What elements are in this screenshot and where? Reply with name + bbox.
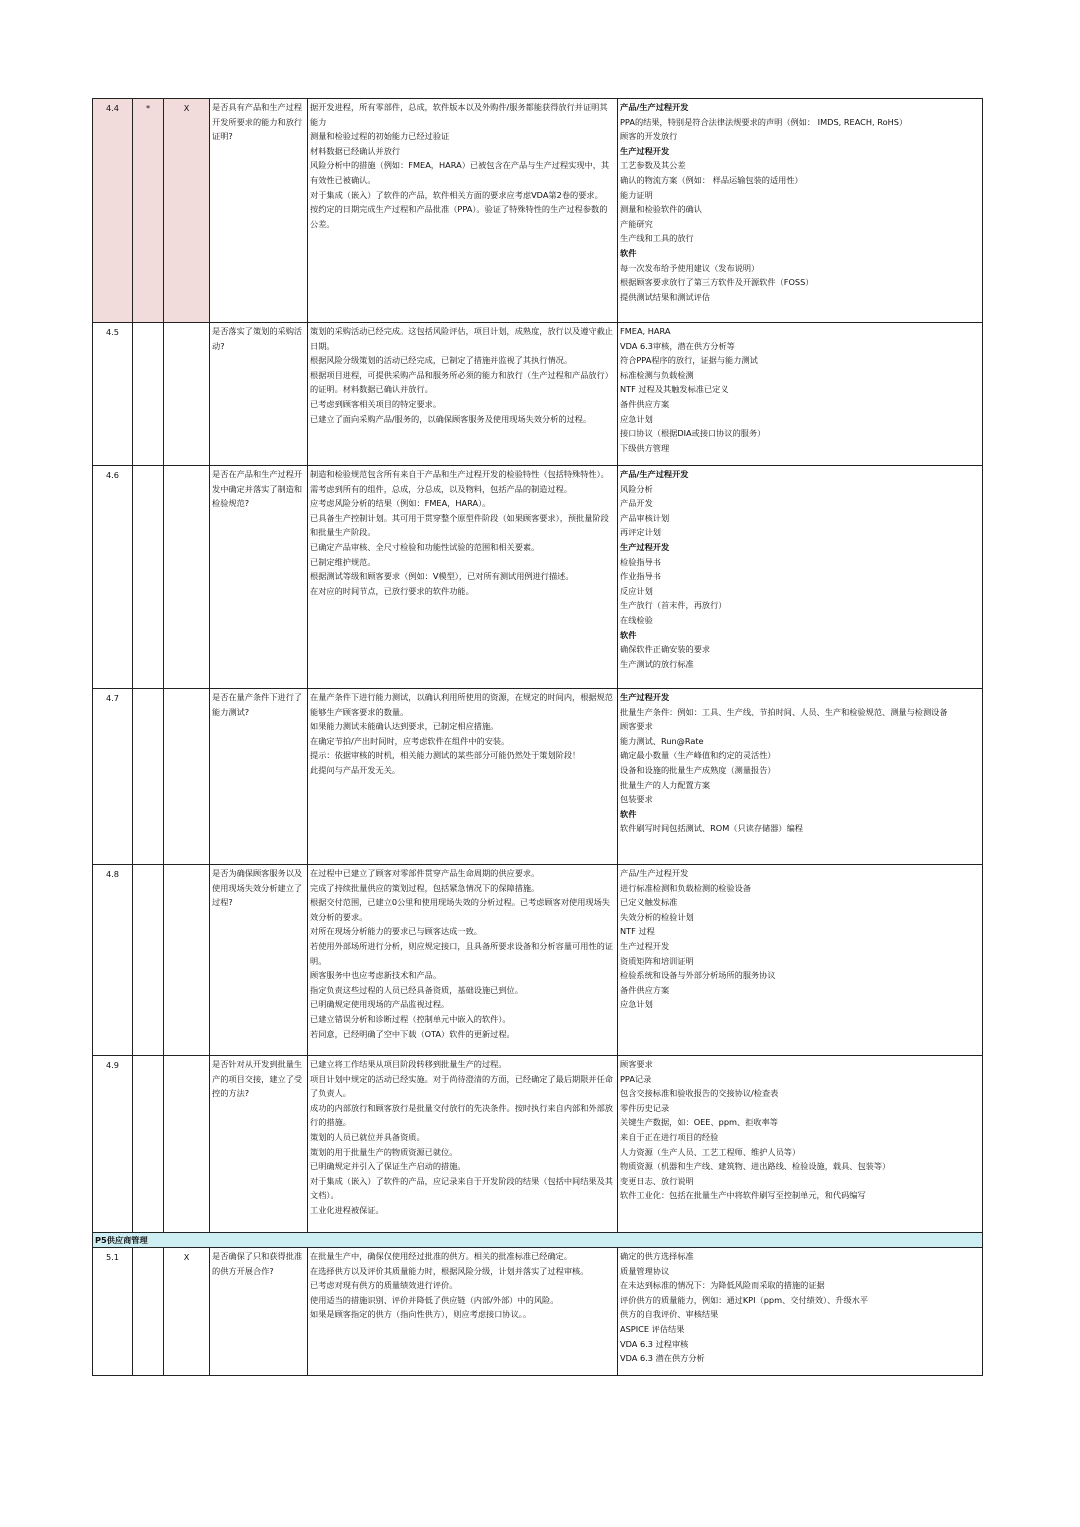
star-marker xyxy=(133,865,164,1056)
requirement-line: 在对应的时间节点，已放行要求的软件功能。 xyxy=(310,585,474,596)
requirement-line: 如果能力测试未能确认达到要求，已制定相应措施。 xyxy=(310,721,499,732)
question-number: 4.7 xyxy=(93,689,133,865)
question-text: 是否在产品和生产过程开发中确定并落实了制造和检验规范? xyxy=(210,466,308,689)
star-marker xyxy=(133,1056,164,1233)
x-marker: X xyxy=(164,1248,210,1376)
evidence-line: 包装要求 xyxy=(620,794,653,805)
evidence-cell xyxy=(618,466,983,689)
evidence-heading: 生产过程开发 xyxy=(620,145,670,156)
question-number: 4.9 xyxy=(93,1056,133,1233)
evidence-line: FMEA, HARA xyxy=(620,326,671,336)
evidence-line: 在未达到标准的情况下：为降低风险而采取的措施的证据 xyxy=(620,1280,825,1291)
table-row xyxy=(93,323,983,466)
evidence-line: 确保软件正确安装的要求 xyxy=(620,644,711,655)
requirement-line: 按约定的日期完成生产过程和产品批准（PPA）。验证了特殊特性的生产过程参数的公差。 xyxy=(310,204,608,229)
requirements-cell xyxy=(308,323,618,466)
evidence-line: 接口协议（根据DIA或接口协议的服务） xyxy=(620,428,766,439)
star-marker: * xyxy=(133,99,164,323)
evidence-line: 设备和设施的批量生产成熟度（测量报告） xyxy=(620,764,776,775)
requirement-line: 对于集成（嵌入）了软件的产品，应记录来自于开发阶段的结果（包括中间结果及其文档）。 xyxy=(310,1175,613,1201)
evidence-line: PPA记录 xyxy=(620,1073,652,1084)
question-text: 是否具有产品和生产过程开发所要求的能力和放行证明? xyxy=(210,99,308,323)
requirement-line: 在批量生产中，确保仅使用经过批准的供方。相关的批准标准已经确定。 xyxy=(310,1251,573,1261)
requirement-line: 若同意，已经明确了空中下载（OTA）软件的更新过程。 xyxy=(310,1028,515,1039)
evidence-line: 符合PPA程序的放行，证据与能力测试 xyxy=(620,355,758,366)
evidence-line: 检验系统和设备与外部分析场所的服务协议 xyxy=(620,970,776,981)
requirement-line: 策划的人员已就位并具备资质。 xyxy=(310,1131,425,1142)
requirements-cell xyxy=(308,466,618,689)
evidence-line: 顾客要求 xyxy=(620,1059,653,1069)
evidence-line: 检验指导书 xyxy=(620,556,661,567)
star-marker xyxy=(133,466,164,689)
requirement-line: 若使用外部场所进行分析，则应规定接口，且具备所要求设备和分析容量可用性的证明。 xyxy=(310,940,613,966)
evidence-line: 再评定计划 xyxy=(620,527,661,538)
evidence-line: 变更日志、放行说明 xyxy=(620,1175,694,1186)
evidence-line: 测量和检验软件的确认 xyxy=(620,204,702,215)
requirement-line: 项目计划中规定的活动已经实施。对于尚待澄清的方面，已经确定了最后期限并任命了负责人。 xyxy=(310,1073,613,1099)
requirement-line: 工业化进程被保证。 xyxy=(310,1204,384,1215)
evidence-line: 反应计划 xyxy=(620,585,653,596)
requirement-line: 根据风险分级策划的活动已经完成，已制定了措施并监视了其执行情况。 xyxy=(310,355,573,366)
requirement-line: 已建立将工作结果从项目阶段转移到批量生产的过程。 xyxy=(310,1059,507,1069)
requirement-line: 制造和检验规范包含所有来自于产品和生产过程开发的检验特性（包括特殊特性）。需考虑到所有的组件，总成，分总成，以及物料，包括产品的制造过程。 xyxy=(310,469,609,494)
requirements-cell xyxy=(308,865,618,1056)
evidence-line: VDA 6.3 过程审核 xyxy=(620,1338,689,1349)
evidence-line: 顾客的开发放行 xyxy=(620,131,678,142)
evidence-cell xyxy=(618,865,983,1056)
evidence-line: 生产过程开发 xyxy=(620,940,670,951)
table-row xyxy=(93,1248,983,1376)
evidence-line: 物质资源（机器和生产线、建筑物、进出路线、检验设施，载具、包装等） xyxy=(620,1161,891,1172)
requirement-line: 成功的内部放行和顾客放行是批量交付放行的先决条件。按时执行来自内部和外部放行的措施。 xyxy=(310,1102,613,1128)
evidence-cell xyxy=(618,689,983,865)
evidence-line: 供方的自我评价、审核结果 xyxy=(620,1309,719,1320)
question-text: 是否在量产条件下进行了能力测试? xyxy=(210,689,308,865)
evidence-line: 确认的物流方案（例如： 样品运输包装的适用性） xyxy=(620,174,803,185)
requirement-line: 已确定产品审核、全尺寸检验和功能性试验的范围和相关要素。 xyxy=(310,541,540,552)
evidence-heading: 软件 xyxy=(620,247,637,258)
evidence-line: 风险分析 xyxy=(620,483,653,494)
question-text: 是否为确保顾客服务以及使用现场失效分析建立了过程? xyxy=(210,865,308,1056)
evidence-line: 批量生产条件：例如：工具、生产线、节拍时间、人员、生产和检验规范、测量与检测设备 xyxy=(620,706,948,717)
evidence-line: 产品/生产过程开发 xyxy=(620,868,689,878)
evidence-line: 产品开发 xyxy=(620,498,653,509)
section-header-row xyxy=(93,1233,983,1248)
requirements-cell xyxy=(308,99,618,323)
x-marker: X xyxy=(164,99,210,323)
evidence-line: 在线检验 xyxy=(620,614,653,625)
x-marker xyxy=(164,1056,210,1233)
requirement-line: 已考虑到顾客相关项目的特定要求。 xyxy=(310,398,442,409)
evidence-line: 评价供方的质量能力，例如：通过KPI（ppm、交付绩效）、升级水平 xyxy=(620,1294,869,1305)
evidence-line: 零件历史记录 xyxy=(620,1102,670,1113)
requirement-line: 完成了持续批量供应的策划过程，包括紧急情况下的保障措施。 xyxy=(310,882,540,893)
evidence-line: 确定最小数量（生产峰值和约定的灵活性） xyxy=(620,750,776,761)
evidence-line: 每一次发布给予使用建议（发布说明） xyxy=(620,262,760,273)
evidence-heading: 产品/生产过程开发 xyxy=(620,102,689,112)
evidence-line: ASPICE 评估结果 xyxy=(620,1323,685,1334)
star-marker xyxy=(133,689,164,865)
table-row xyxy=(93,689,983,865)
evidence-line: 能力测试、Run@Rate xyxy=(620,735,704,746)
evidence-line: 生产放行（首末件，再放行） xyxy=(620,600,727,611)
table-row xyxy=(93,466,983,689)
evidence-line: 顾客要求 xyxy=(620,721,653,732)
requirement-line: 如果是顾客指定的供方（指向性供方），则应考虑接口协议。。 xyxy=(310,1309,532,1320)
requirement-line: 对于集成（嵌入）了软件的产品，软件相关方面的要求应考虑VDA第2卷的要求。 xyxy=(310,189,603,200)
requirements-cell xyxy=(308,1056,618,1233)
evidence-line: 生产测试的放行标准 xyxy=(620,658,694,669)
evidence-line: 能力证明 xyxy=(620,189,653,200)
evidence-line: 提供测试结果和测试评估 xyxy=(620,291,711,302)
requirement-line: 据开发进程，所有零部件，总成，软件版本以及外购件/服务都能获得放行并证明其能力 xyxy=(310,102,608,127)
evidence-line: 软件工业化：包括在批量生产中将软件刷写至控制单元，和代码编写 xyxy=(620,1190,866,1201)
table-row xyxy=(93,1056,983,1233)
evidence-cell xyxy=(618,99,983,323)
star-marker xyxy=(133,323,164,466)
requirements-cell xyxy=(308,689,618,865)
question-number: 4.6 xyxy=(93,466,133,689)
requirement-line: 根据项目进程，可提供采购产品和服务所必须的能力和放行（生产过程和产品放行）的证明。材料数据已确认并放行。 xyxy=(310,369,613,395)
evidence-line: 工艺参数及其公差 xyxy=(620,160,686,171)
evidence-line: 失效分析的检验计划 xyxy=(620,911,694,922)
evidence-line: NTF 过程 xyxy=(620,926,655,937)
evidence-line: 生产线和工具的放行 xyxy=(620,233,694,244)
requirement-line: 使用适当的措施识别、评价并降低了供应链（内部/外部）中的风险。 xyxy=(310,1294,559,1305)
requirement-line: 材料数据已经确认并放行 xyxy=(310,145,401,156)
requirement-line: 对所在现场分析能力的要求已与顾客达成一致。 xyxy=(310,926,482,937)
evidence-line: 备件供应方案 xyxy=(620,398,670,409)
evidence-line: 已定义触发标准 xyxy=(620,897,678,908)
requirement-line: 顾客服务中也应考虑新技术和产品。 xyxy=(310,970,442,981)
question-number: 4.5 xyxy=(93,323,133,466)
requirement-line: 测量和检验过程的初始能力已经过验证 xyxy=(310,131,450,142)
question-number: 4.8 xyxy=(93,865,133,1056)
evidence-line: 标准检测与负载检测 xyxy=(620,369,694,380)
evidence-line: 备件供应方案 xyxy=(620,984,670,995)
star-marker xyxy=(133,1248,164,1376)
evidence-line: 质量管理协议 xyxy=(620,1265,670,1276)
x-marker xyxy=(164,689,210,865)
evidence-line: 来自于正在进行项目的经验 xyxy=(620,1131,719,1142)
evidence-cell xyxy=(618,1056,983,1233)
evidence-line: 产能研究 xyxy=(620,218,653,229)
evidence-heading: 软件 xyxy=(620,629,637,640)
requirement-line: 已具备生产控制计划。其可用于贯穿整个原型件阶段（如果顾客要求），预批量阶段和批量生产阶段。 xyxy=(310,512,609,538)
requirement-line: 已明确规定使用现场的产品监视过程。 xyxy=(310,999,450,1010)
evidence-line: 进行标准检测和负载检测的检验设备 xyxy=(620,882,752,893)
requirements-cell xyxy=(308,1248,618,1376)
evidence-line: 产品审核计划 xyxy=(620,512,670,523)
x-marker xyxy=(164,865,210,1056)
requirement-line: 根据交付范围，已建立0公里和使用现场失效的分析过程。已考虑顾客对使用现场失效分析的要求。 xyxy=(310,897,610,922)
requirement-line: 提示：依据审核的时机，相关能力测试的某些部分可能仍然处于策划阶段！ xyxy=(310,750,581,761)
evidence-line: 确定的供方选择标准 xyxy=(620,1251,694,1261)
evidence-heading: 生产过程开发 xyxy=(620,541,670,552)
evidence-line: 批量生产的人力配置方案 xyxy=(620,779,711,790)
requirement-line: 策划的用于批量生产的物质资源已就位。 xyxy=(310,1146,458,1157)
requirement-line: 风险分析中的措施（例如：FMEA，HARA）已被包含在产品与生产过程实现中，其有效性已被确认。 xyxy=(310,160,610,185)
evidence-line: 应急计划 xyxy=(620,413,653,424)
requirement-line: 已制定维护规范。 xyxy=(310,556,376,567)
evidence-line: 下级供方管理 xyxy=(620,442,670,453)
requirement-line: 已建立错误分析和诊断过程（控制单元中嵌入的软件）。 xyxy=(310,1013,511,1024)
evidence-cell xyxy=(618,323,983,466)
requirement-line: 已建立了面向采购产品/服务的，以确保顾客服务及使用现场失效分析的过程。 xyxy=(310,413,592,424)
evidence-line: 包含交接标准和验收报告的交接协议/检查表 xyxy=(620,1088,779,1099)
evidence-heading: 软件 xyxy=(620,808,637,819)
evidence-line: 人力资源（生产人员、工艺工程师、维护人员等） xyxy=(620,1146,801,1157)
evidence-line: 资质矩阵和培训证明 xyxy=(620,955,694,966)
requirement-line: 在选择供方以及评价其质量能力时，根据风险分级，计划并落实了过程审核。 xyxy=(310,1265,589,1276)
requirement-line: 已考虑对现有供方的质量绩效进行评价。 xyxy=(310,1280,458,1291)
evidence-line: 应急计划 xyxy=(620,999,653,1010)
audit-question-table xyxy=(92,98,983,1376)
evidence-line: 关键生产数据，如：OEE、ppm、拒收率等 xyxy=(620,1117,778,1128)
evidence-line: PPA的结果，特别是符合法律法规要求的声明（例如： IMDS, REACH, RoHS） xyxy=(620,116,908,127)
evidence-heading: 产品/生产过程开发 xyxy=(620,469,689,479)
x-marker xyxy=(164,466,210,689)
question-text: 是否落实了策划的采购活动? xyxy=(210,323,308,466)
requirement-line: 在量产条件下进行能力测试，以确认利用所使用的资源，在规定的时间内，根据规范能够生产顾客要求的数量。 xyxy=(310,692,613,717)
section-title: P5供应商管理 xyxy=(93,1233,983,1248)
requirement-line: 在过程中已建立了顾客对零部件贯穿产品生命周期的供应要求。 xyxy=(310,868,540,878)
evidence-line: 软件刷写时间包括测试、ROM（只读存储器）编程 xyxy=(620,823,803,834)
evidence-line: VDA 6.3审核，潜在供方分析等 xyxy=(620,340,735,351)
requirement-line: 此提问与产品开发无关。 xyxy=(310,764,401,775)
requirement-line: 在确定节拍/产出时间时，应考虑软件在组件中的安装。 xyxy=(310,735,510,746)
evidence-line: 作业指导书 xyxy=(620,571,661,582)
requirement-line: 根据测试等级和顾客要求（例如：V模型），已对所有测试用例进行描述。 xyxy=(310,571,574,582)
question-text: 是否针对从开发到批量生产的项目交接，建立了受控的方法? xyxy=(210,1056,308,1233)
question-number: 4.4 xyxy=(93,99,133,323)
requirement-line: 指定负责这些过程的人员已经具备资质，基础设施已到位。 xyxy=(310,984,523,995)
requirement-line: 应考虑风险分析的结果（例如：FMEA，HARA）。 xyxy=(310,498,491,509)
evidence-line: VDA 6.3 潜在供方分析 xyxy=(620,1353,705,1364)
table-row xyxy=(93,865,983,1056)
evidence-heading: 生产过程开发 xyxy=(620,692,670,702)
evidence-cell xyxy=(618,1248,983,1376)
question-number: 5.1 xyxy=(93,1248,133,1376)
question-text: 是否确保了只和获得批准的供方开展合作? xyxy=(210,1248,308,1376)
table-row xyxy=(93,99,983,323)
x-marker xyxy=(164,323,210,466)
evidence-line: NTF 过程及其触发标准已定义 xyxy=(620,384,729,395)
evidence-line: 根据顾客要求放行了第三方软件及开源软件（FOSS） xyxy=(620,277,814,288)
requirement-line: 已明确规定并引入了保证生产启动的措施。 xyxy=(310,1161,466,1172)
requirement-line: 策划的采购活动已经完成。这包括风险评估，项目计划，成熟度，放行以及遵守截止日期。 xyxy=(310,326,613,351)
